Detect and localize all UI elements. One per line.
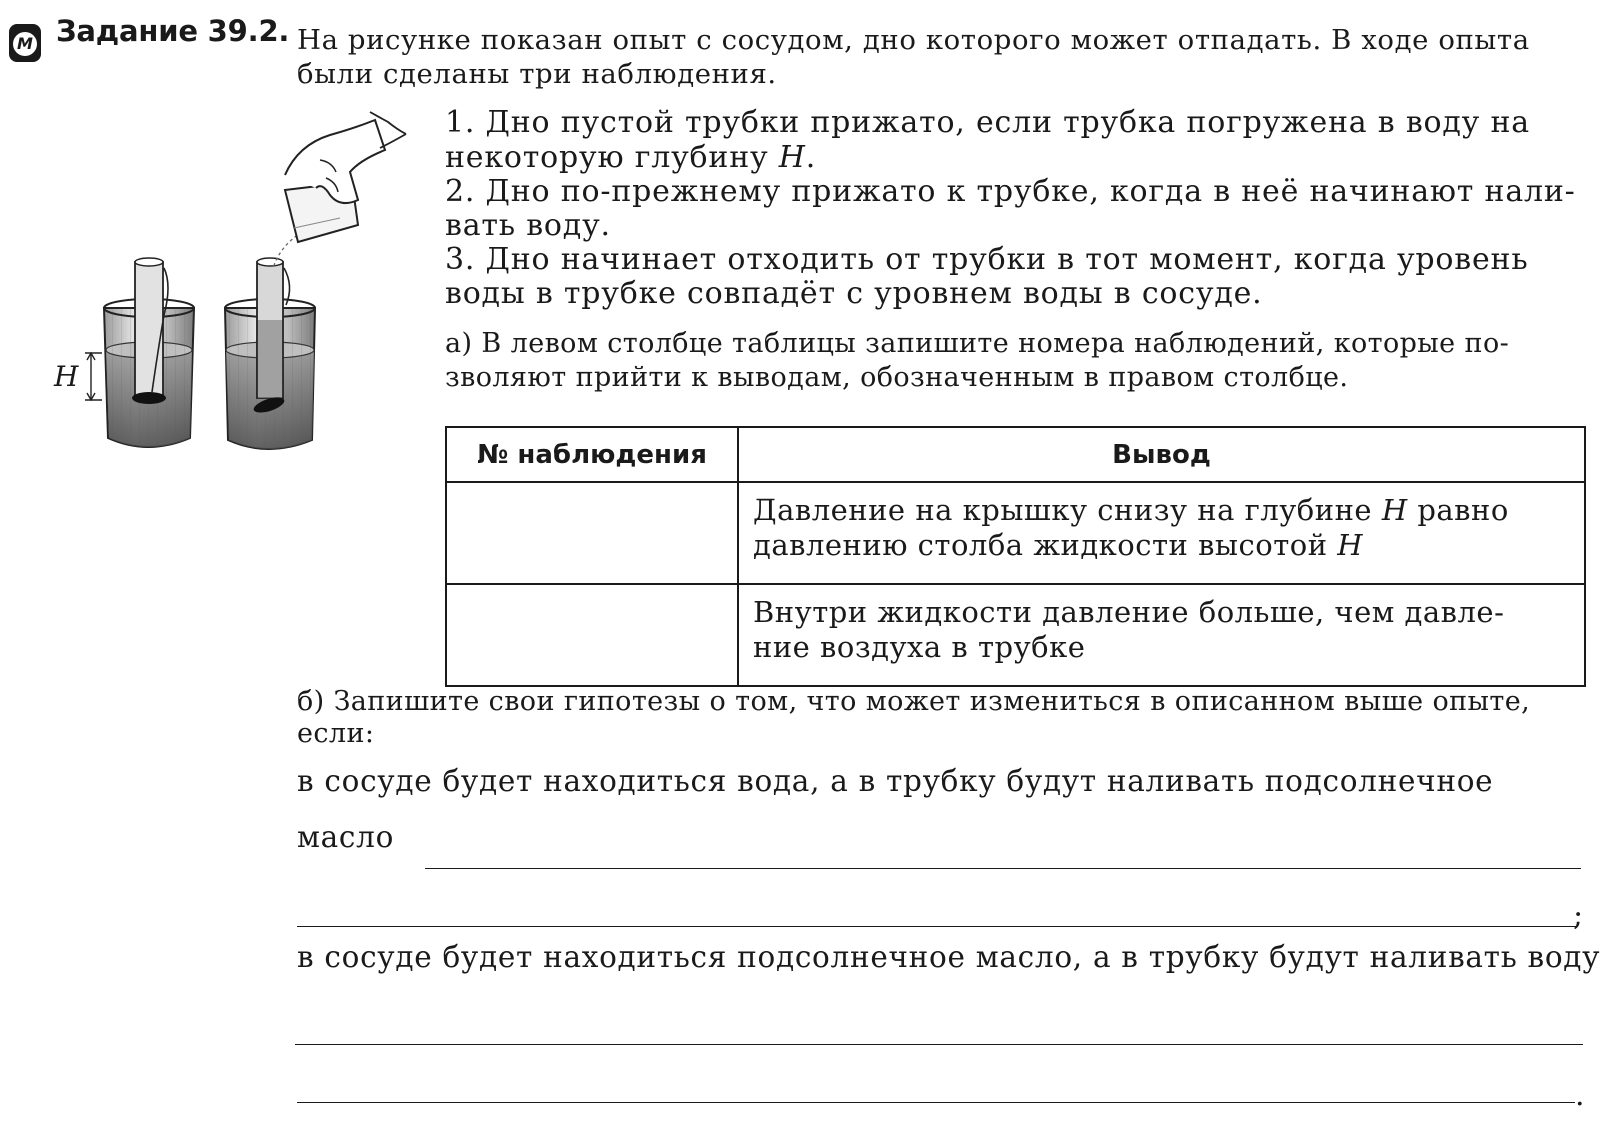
conclusion-1-variable-b: H <box>1337 528 1364 562</box>
intro-line-2: были сделаны три наблюдения. <box>297 58 777 90</box>
conclusion-1-text-c: давлению столба жидкости высотой <box>753 528 1338 562</box>
observation-2-line-2: вать воду. <box>445 208 611 243</box>
depth-marker <box>85 353 102 400</box>
depth-label: H <box>54 360 79 393</box>
answer-line-3[interactable] <box>295 1044 1583 1045</box>
case-1-line-2: масло <box>297 820 395 854</box>
task-title: Задание 39.2. <box>56 14 290 48</box>
part-a-line-1: а) В левом столбце таблицы запишите номера наблюдений, которые по- <box>445 328 1510 359</box>
header-observation-number: № наблюдения <box>446 427 738 482</box>
left-beaker <box>104 258 194 447</box>
case-2-line-1: в сосуде будет находиться подсолнечное масло, а в трубку будут наливать воду <box>297 940 1600 974</box>
right-beaker <box>225 258 315 449</box>
conclusion-2-line-1: Внутри жидкости давление больше, чем давле- <box>753 595 1505 629</box>
conclusion-cell-2 <box>738 584 1585 686</box>
part-b-line-2: если: <box>297 718 375 749</box>
observation-1-text: некоторую глубину <box>445 140 779 175</box>
conclusion-cell-1 <box>738 482 1585 584</box>
observation-2-line-1: 2. Дно по-прежнему прижато к трубке, когда в неё начинают нали- <box>445 174 1576 209</box>
task-badge-letter: М <box>13 32 37 56</box>
case-1-semicolon: ; <box>1573 898 1584 933</box>
observation-1-line-2 <box>445 140 816 175</box>
observation-1-line-1: 1. Дно пустой трубки прижато, если трубка погружена в воду на <box>445 105 1530 140</box>
hand-with-cup <box>285 112 406 242</box>
part-b-line-1: б) Запишите свои гипотезы о том, что может измениться в описанном выше опыте, <box>297 686 1531 717</box>
part-a-line-2: зволяют прийти к выводам, обозначенным в правом столбце. <box>445 362 1349 393</box>
observation-1-variable: H <box>778 140 806 175</box>
conclusion-1-variable-a: H <box>1381 493 1408 527</box>
observation-answer-cell-1[interactable] <box>446 482 738 584</box>
observation-answer-cell-2[interactable] <box>446 584 738 686</box>
table-row <box>446 584 1585 686</box>
answer-line-1[interactable] <box>425 868 1581 869</box>
case-2-period: . <box>1575 1078 1585 1113</box>
answer-line-4[interactable] <box>297 1102 1575 1103</box>
intro-line-1: На рисунке показан опыт с сосудом, дно которого может отпадать. В ходе опыта <box>297 24 1530 56</box>
observations-table <box>445 426 1586 687</box>
observation-3-line-1: 3. Дно начинает отходить от трубки в тот момент, когда уровень <box>445 242 1529 277</box>
conclusion-2-line-2: ние воздуха в трубке <box>753 630 1086 664</box>
conclusion-1-text-b: равно <box>1407 493 1509 527</box>
table-row <box>446 482 1585 584</box>
answer-line-2[interactable] <box>297 926 1577 927</box>
case-1-line-1: в сосуде будет находиться вода, а в трубку будут наливать подсолнечное <box>297 764 1494 798</box>
task-badge <box>9 24 41 62</box>
table-header-row <box>446 427 1585 482</box>
header-conclusion: Вывод <box>738 427 1585 482</box>
observation-3-line-2: воды в трубке совпадёт с уровнем воды в сосуде. <box>445 276 1263 311</box>
observation-1-period: . <box>805 140 817 175</box>
experiment-illustration <box>40 100 430 470</box>
conclusion-1-text-a: Давление на крышку снизу на глубине <box>753 493 1382 527</box>
